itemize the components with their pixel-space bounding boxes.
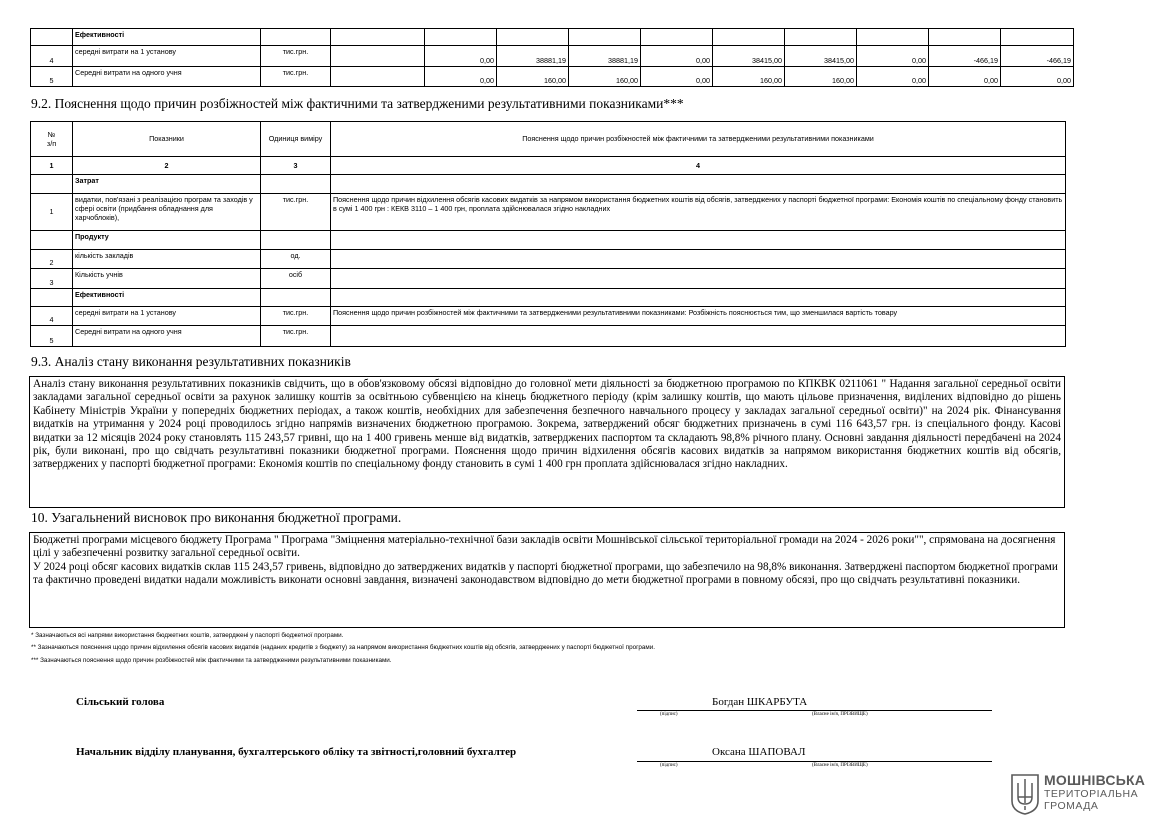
group-label-product: Продукту: [73, 231, 261, 249]
signature-name-head: Богдан ШКАРБУТА: [712, 696, 808, 708]
table-row: 3 Кількість учнів осіб: [31, 269, 1066, 288]
group-label-efficiency: Ефективності: [73, 29, 261, 46]
signature-line: [637, 761, 992, 762]
logo-line-2: ТЕРИТОРІАЛЬНА: [1044, 788, 1139, 800]
colnum: 4: [331, 156, 1066, 174]
footnotes: [31, 630, 655, 667]
trident-emblem-icon: [1010, 773, 1040, 815]
signature-title-accountant: Начальник відділу планування, бухгалтерського обліку та звітності,головний бухгалтер: [76, 746, 517, 758]
header-num: № з/п: [31, 122, 73, 157]
header-unit: Одиниця виміру: [261, 122, 331, 157]
discrepancy-explanation-table: [30, 121, 1066, 347]
signature-name-accountant: Оксана ШАПОВАЛ: [712, 746, 806, 758]
signature-caption: (підпис): [660, 712, 678, 717]
table-row: 4 середні витрати на 1 установу тис.грн. Пояснення щодо причин розбіжностей між фактичними та затвердженими результативними показниками: Розбіжність пояснюється тим, що зменшилася вартість товару: [31, 307, 1066, 326]
table-row: 1 видатки, пов'язані з реалізацією програм та заходів у сфері освіти (придбання обладнання для харчоблоків), тис.грн. Пояснення щодо причин відхилення обсягів касових видатків за напрямом використання бюджетних коштів від обсягів, затверджених у паспорті бюджетної програми: Економія коштів по спеціальному фонду становить в сумі 1 400 грн : КЕКВ 3110 – 1 400 грн, проплата здійснювалася згідно накладних: [31, 193, 1066, 231]
table-row: 2 кількість закладів од.: [31, 249, 1066, 268]
header-name: Показники: [73, 122, 261, 157]
section-10-conclusion-text: Бюджетні програми місцевого бюджету Програма " Програма "Зміцнення матеріально-технічної бази закладів освіти Мошнівської сільської територіальної громади на 2024 - 2026 роки"", спрямована на досягнення цілі у забезпеченні розвитку загальної середньої освіти. У 2024 році обсяг касових видатків склав 115 243,57 гривень, відповідно до затверджених видатків у паспорті бюджетної програми, що забезпечило на 98,8% виконання. Затверджені паспортом бюджетної програми та фактично проведені видатки надали можливість виконати основні завдання, визначені законодавством відповідно до мети бюджетної програми в повному обсязі, про що свідчать результативні показники.: [29, 532, 1065, 628]
logo-line-3: ГРОМАДА: [1044, 800, 1099, 812]
section-92-heading: 9.2. Пояснення щодо причин розбіжностей між фактичними та затвердженими результативними показниками***: [31, 96, 684, 111]
footnote: ** Зазначаються пояснення щодо причин відхилення обсягів касових видатків (наданих кредитів з бюджету) за напрямом використання бюджетних коштів від обсягів, затверджених у паспорті бюджетної програми.: [31, 644, 655, 652]
section-93-analysis-text: Аналіз стану виконання результативних показників свідчить, що в обов'язковому обсязі відповідно до головної мети діяльності за бюджетною програмою по КПКВК 0211061 " Надання загальної середньої освіти закладами загальної середньої освіти за рахунок залишку коштів за освітньою субвенцією на кінець бюджетного періоду (крім залишку коштів, що мають цільове призначення, виділених відповідно до рішень Кабінету Міністрів України у попередніх бюджетних періодах, а також коштів, необхідних для забезпечення безпечного навчального процесу у закладах загальної середньої освіти)" на 2024 рік. Фінансування видатків на утримання у 2024 році проводилось згідно напрямів визначених бюджетною програмою. Зокрема, затверджений обсяг бюджетних призначень в сумі 116 643,57 грн. із спеціального фонду. Касові видатки за 12 місяців 2024 року становлять 115 243,57 гривні, що на 1 400 гривень менше від видатків, затверджених паспортом та складають 98,8% річного плану. Основні завдання діяльності передбачені на 2024 рік, були виконані, про що свідчать результативні показники бюджетної програми. Пояснення щодо причин відхилення обсягів касових видатків за напрямом використання бюджетних коштів від обсягів, затверджених у паспорті бюджетної програми: Економія коштів по спеціальному фонду становить в сумі 1 400 грн проплата здійснювалася згідно накладних.: [29, 376, 1065, 508]
colnum: 2: [73, 156, 261, 174]
footnote: * Зазначаються всі напрями використання бюджетних коштів, затверджені у паспорті бюджетної програми.: [31, 632, 344, 639]
colnum: 3: [261, 156, 331, 174]
header-explanation: Пояснення щодо причин розбіжностей між фактичними та затвердженими результативними показниками: [331, 122, 1066, 157]
signature-caption: (Власне ім'я, ПРІЗВИЩЕ): [812, 712, 868, 717]
signature-line: [637, 710, 992, 711]
indicators-table-continuation: [30, 28, 1074, 87]
signature-caption: (підпис): [660, 763, 678, 768]
colnum: 1: [31, 156, 73, 174]
logo-line-1: МОШНІВСЬКА: [1044, 772, 1146, 788]
footnote: *** Зазначаються пояснення щодо причин розбіжностей між фактичними та затвердженими результативними показниками.: [31, 656, 392, 664]
table-row: 5 Середні витрати на одного учня тис.грн. 0,00 160,00 160,00 0,00 160,00 160,00 0,00 0,00 0,00: [31, 66, 1074, 86]
signature-title-head: Сільський голова: [76, 696, 165, 708]
table-row: 5 Середні витрати на одного учня тис.грн.: [31, 326, 1066, 347]
signature-caption: (Власне ім'я, ПРІЗВИЩЕ): [812, 763, 868, 768]
section-93-heading: 9.3. Аналіз стану виконання результативних показників: [31, 354, 351, 369]
group-label-costs: Затрат: [73, 175, 261, 193]
table-row: 4 середні витрати на 1 установу тис.грн. 0,00 38881,19 38881,19 0,00 38415,00 38415,00 0,00 -466,19 -466,19: [31, 46, 1074, 66]
section-10-heading: 10. Узагальнений висновок про виконання бюджетної програми.: [31, 510, 402, 525]
community-logo: [1010, 773, 1150, 815]
group-label-efficiency: Ефективності: [73, 288, 261, 306]
